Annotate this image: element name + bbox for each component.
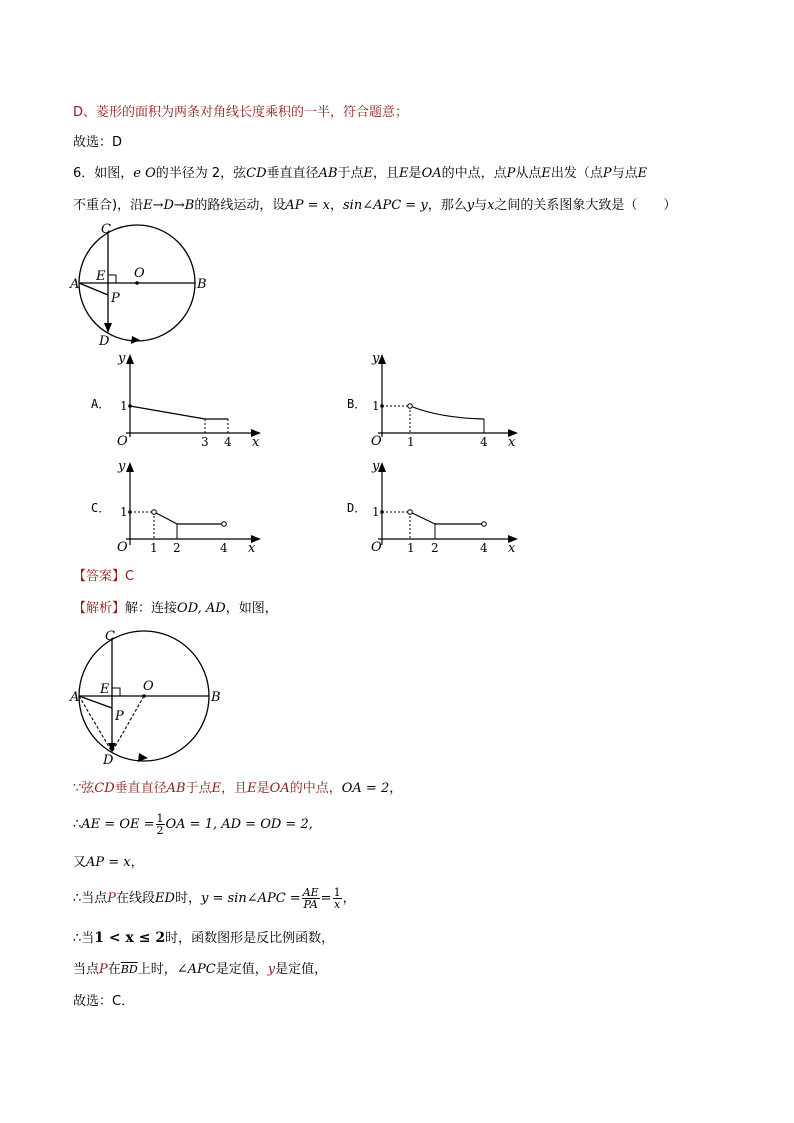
label-P: P <box>111 291 120 306</box>
solution-step-4: ∴当点P在线段ED时，y = sin∠APC = $\frac{AE}{PA}$ = $\frac{1}{x}$ ， <box>73 886 356 911</box>
solution-step-1: ∵弦CD垂直直径AB于点E，且E是OA的中点，OA = 2， <box>73 781 403 796</box>
solution-step-5: ∴当1 < x ≤ 2时，函数图形是反比例函数， <box>73 930 335 946</box>
analysis-line: 【解析】解：连接OD, AD，如图， <box>73 601 278 616</box>
label-E: E <box>96 269 106 284</box>
option-d-t3: 4 <box>480 541 488 555</box>
question-6-line-2: 不重合)，沿E→D→B的路线运动，设AP = x，sin∠APC = y，那么y与x之间的关系图象大致是（ ） <box>73 198 677 213</box>
option-b-y: y <box>372 351 380 366</box>
option-d-x: x <box>508 541 516 556</box>
fraction-half: $\frac{1}{2}$ <box>156 812 164 837</box>
analysis-label-C: C <box>105 629 115 644</box>
fraction-one-x: $\frac{1}{x}$ <box>333 886 341 911</box>
option-a-x: x <box>252 435 260 450</box>
option-b-t2: 4 <box>480 435 488 449</box>
option-b-label: B． <box>347 397 367 411</box>
option-c-t3: 4 <box>220 541 228 555</box>
option-a-t2: 4 <box>224 435 232 449</box>
arc-bd: $\overline{BD}$ <box>120 963 138 976</box>
analysis-label-O: O <box>143 679 154 694</box>
option-a-label: A． <box>91 397 111 411</box>
label-D: D <box>99 334 110 349</box>
option-b-graph <box>340 351 530 450</box>
option-b-o: O <box>371 434 382 449</box>
option-b-x: x <box>508 435 516 450</box>
solution-step-3: 又AP = x， <box>73 855 144 870</box>
answer-line: 【答案】C <box>73 569 135 584</box>
option-c-o: O <box>117 540 128 555</box>
question-circle-figure <box>70 220 210 350</box>
option-c-t1: 1 <box>150 541 158 555</box>
option-d-one: 1 <box>372 505 380 519</box>
analysis-label-E: E <box>100 682 110 697</box>
option-d-text: D、菱形的面积为两条对角线长度乘积的一半，符合题意； <box>73 105 409 120</box>
option-d-o: O <box>371 540 382 555</box>
option-a-y: y <box>118 351 126 366</box>
analysis-label-D: D <box>103 753 114 768</box>
choose-d-text: 故选：D <box>73 135 123 150</box>
label-O: O <box>134 266 145 281</box>
option-d-y: y <box>372 459 380 474</box>
option-d-t2: 2 <box>431 541 439 555</box>
question-6-line-1: 6．如图，e O的半径为 2，弦CD垂直直径AB于点E，且E是OA的中点，点P从点E出发（点P与点E <box>73 166 648 181</box>
option-d-label: D． <box>347 501 367 515</box>
option-a-t1: 3 <box>201 435 209 449</box>
label-B: B <box>197 277 207 292</box>
option-a-one: 1 <box>120 399 128 413</box>
solution-step-2: ∴AE = OE = $\frac{1}{2}$ OA = 1, AD = OD = 2, <box>73 812 313 837</box>
option-b-one: 1 <box>372 399 380 413</box>
label-C: C <box>101 222 111 237</box>
option-c-x: x <box>248 541 256 556</box>
option-c-one: 1 <box>120 505 128 519</box>
option-a-graph <box>88 351 278 450</box>
option-d-graph <box>340 460 530 555</box>
option-c-label: C． <box>91 501 111 515</box>
option-c-graph <box>88 460 278 555</box>
label-A: A <box>70 277 80 292</box>
option-c-y: y <box>118 459 126 474</box>
option-a-o: O <box>117 434 128 449</box>
option-d-t1: 1 <box>407 541 415 555</box>
option-c-t2: 2 <box>173 541 181 555</box>
analysis-label-P: P <box>115 709 124 724</box>
fraction-ae-pa: $\frac{AE}{PA}$ <box>302 886 319 911</box>
final-answer: 故选：C． <box>73 994 135 1009</box>
option-b-t1: 1 <box>407 435 415 449</box>
solution-step-6: 当点P在$\overline{BD}$上时，∠APC是定值，y是定值， <box>73 962 328 977</box>
analysis-label-B: B <box>211 690 221 705</box>
analysis-circle-figure <box>70 628 230 768</box>
analysis-label-A: A <box>70 690 80 705</box>
